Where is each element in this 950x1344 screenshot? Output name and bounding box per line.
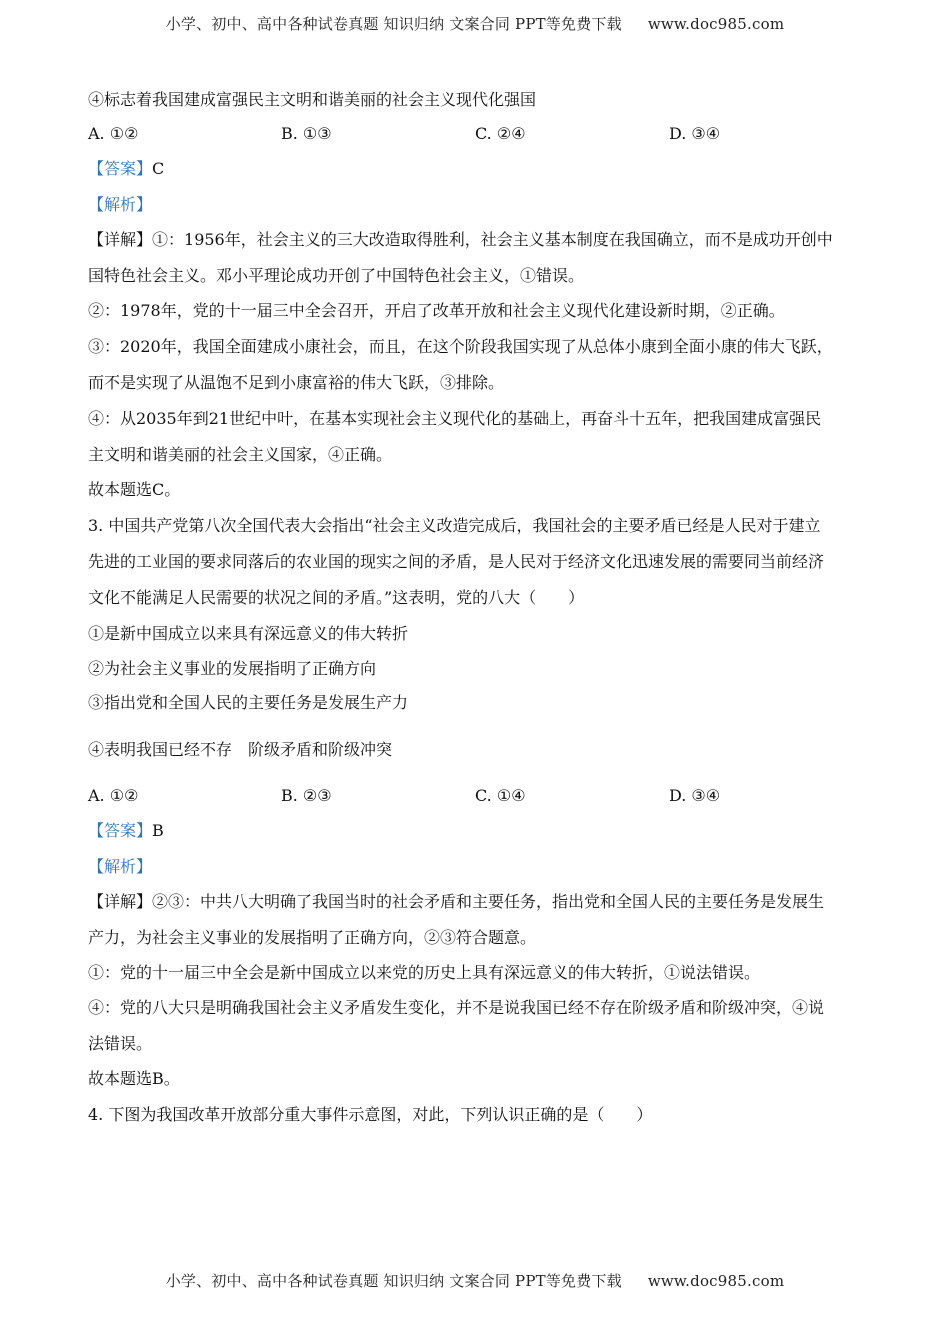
answer-tag: 【答案】: [88, 159, 153, 178]
q3-conclusion: 故本题选B。: [88, 1069, 180, 1088]
q2-option-b: B. ①③: [281, 124, 332, 143]
q3-item-1: ①是新中国成立以来具有深远意义的伟大转折: [88, 624, 409, 643]
q3-stem-line: 文化不能满足人民需要的状况之间的矛盾。”这表明，党的八大（ ）: [88, 588, 585, 607]
q2-detail-line: 主文明和谐美丽的社会主义国家，④正确。: [88, 445, 393, 464]
q3-detail-line: 产力，为社会主义事业的发展指明了正确方向，②③符合题意。: [88, 928, 537, 947]
detail-text: ②③：中共八大明确了我国当时的社会矛盾和主要任务，指出党和全国人民的主要任务是发展生: [152, 892, 825, 911]
footer-text: 小学、初中、高中各种试卷真题 知识归纳 文案合同 PPT等免费下载: [165, 1272, 622, 1290]
q2-detail-line: ④：从2035年到21世纪中叶，在基本实现社会主义现代化的基础上，再奋斗十五年，把我国建成富强民: [88, 409, 822, 428]
q2-detail-line: 国特色社会主义。邓小平理论成功开创了中国特色社会主义，①错误。: [88, 266, 585, 285]
detail-tag: 【详解】: [88, 230, 153, 249]
q2-item-4: ④标志着我国建成富强民主文明和谐美丽的社会主义现代化强国: [88, 90, 537, 109]
header-site-link[interactable]: www.doc985.com: [647, 15, 785, 33]
q3-detail-line: 法错误。: [88, 1034, 153, 1053]
q2-option-d: D. ③④: [669, 124, 721, 143]
q3-option-a: A. ①②: [88, 786, 139, 805]
q4-stem: 4. 下图为我国改革开放部分重大事件示意图，对此，下列认识正确的是（ ）: [88, 1105, 653, 1124]
q3-detail-line: [88, 892, 824, 912]
q2-detail-line: ②：1978年，党的十一届三中全会召开，开启了改革开放和社会主义现代化建设新时期，②正确。: [88, 301, 785, 320]
q3-option-b: B. ②③: [281, 786, 332, 805]
q3-item-4: ④表明我国已经不存 阶级矛盾和阶级冲突: [88, 740, 393, 759]
q3-item-3: ③指出党和全国人民的主要任务是发展生产力: [88, 693, 409, 712]
q3-stem-line: 3. 中国共产党第八次全国代表大会指出“社会主义改造完成后，我国社会的主要矛盾已经是人民对于建立: [88, 516, 821, 535]
q2-detail-line: ③：2020年，我国全面建成小康社会，而且，在这个阶段我国实现了从总体小康到全面小康的伟大飞跃，: [88, 337, 833, 356]
q2-conclusion: 故本题选C。: [88, 480, 181, 499]
q3-item-2: ②为社会主义事业的发展指明了正确方向: [88, 659, 377, 678]
q3-stem-line: 先进的工业国的要求同落后的农业国的现实之间的矛盾，是人民对于经济文化迅速发展的需要同当前经济: [88, 552, 825, 571]
q2-answer: [88, 159, 164, 179]
q3-detail-line: ①：党的十一届三中全会是新中国成立以来党的历史上具有深远意义的伟大转折，①说法错误。: [88, 963, 761, 982]
footer-site-link[interactable]: www.doc985.com: [647, 1272, 785, 1290]
q2-option-a: A. ①②: [88, 124, 139, 143]
answer-value: C: [152, 159, 165, 178]
page-header: [0, 13, 950, 34]
q2-option-c: C. ②④: [475, 124, 526, 143]
q3-option-c: C. ①④: [475, 786, 526, 805]
q3-answer: [88, 821, 164, 841]
q2-detail-line: [88, 230, 833, 250]
detail-text: ①：1956年，社会主义的三大改造取得胜利，社会主义基本制度在我国确立，而不是成功开创中: [152, 230, 833, 249]
answer-tag: 【答案】: [88, 821, 153, 840]
detail-tag: 【详解】: [88, 892, 153, 911]
q3-analysis-tag: 【解析】: [88, 857, 153, 876]
answer-value: B: [152, 821, 164, 840]
header-text: 小学、初中、高中各种试卷真题 知识归纳 文案合同 PPT等免费下载: [165, 15, 622, 33]
q3-detail-line: ④：党的八大只是明确我国社会主义矛盾发生变化，并不是说我国已经不存在阶级矛盾和阶级冲突，④说: [88, 998, 825, 1017]
q2-analysis-tag: 【解析】: [88, 195, 153, 214]
q2-detail-line: 而不是实现了从温饱不足到小康富裕的伟大飞跃，③排除。: [88, 373, 505, 392]
q3-option-d: D. ③④: [669, 786, 721, 805]
page-footer: [0, 1270, 950, 1291]
